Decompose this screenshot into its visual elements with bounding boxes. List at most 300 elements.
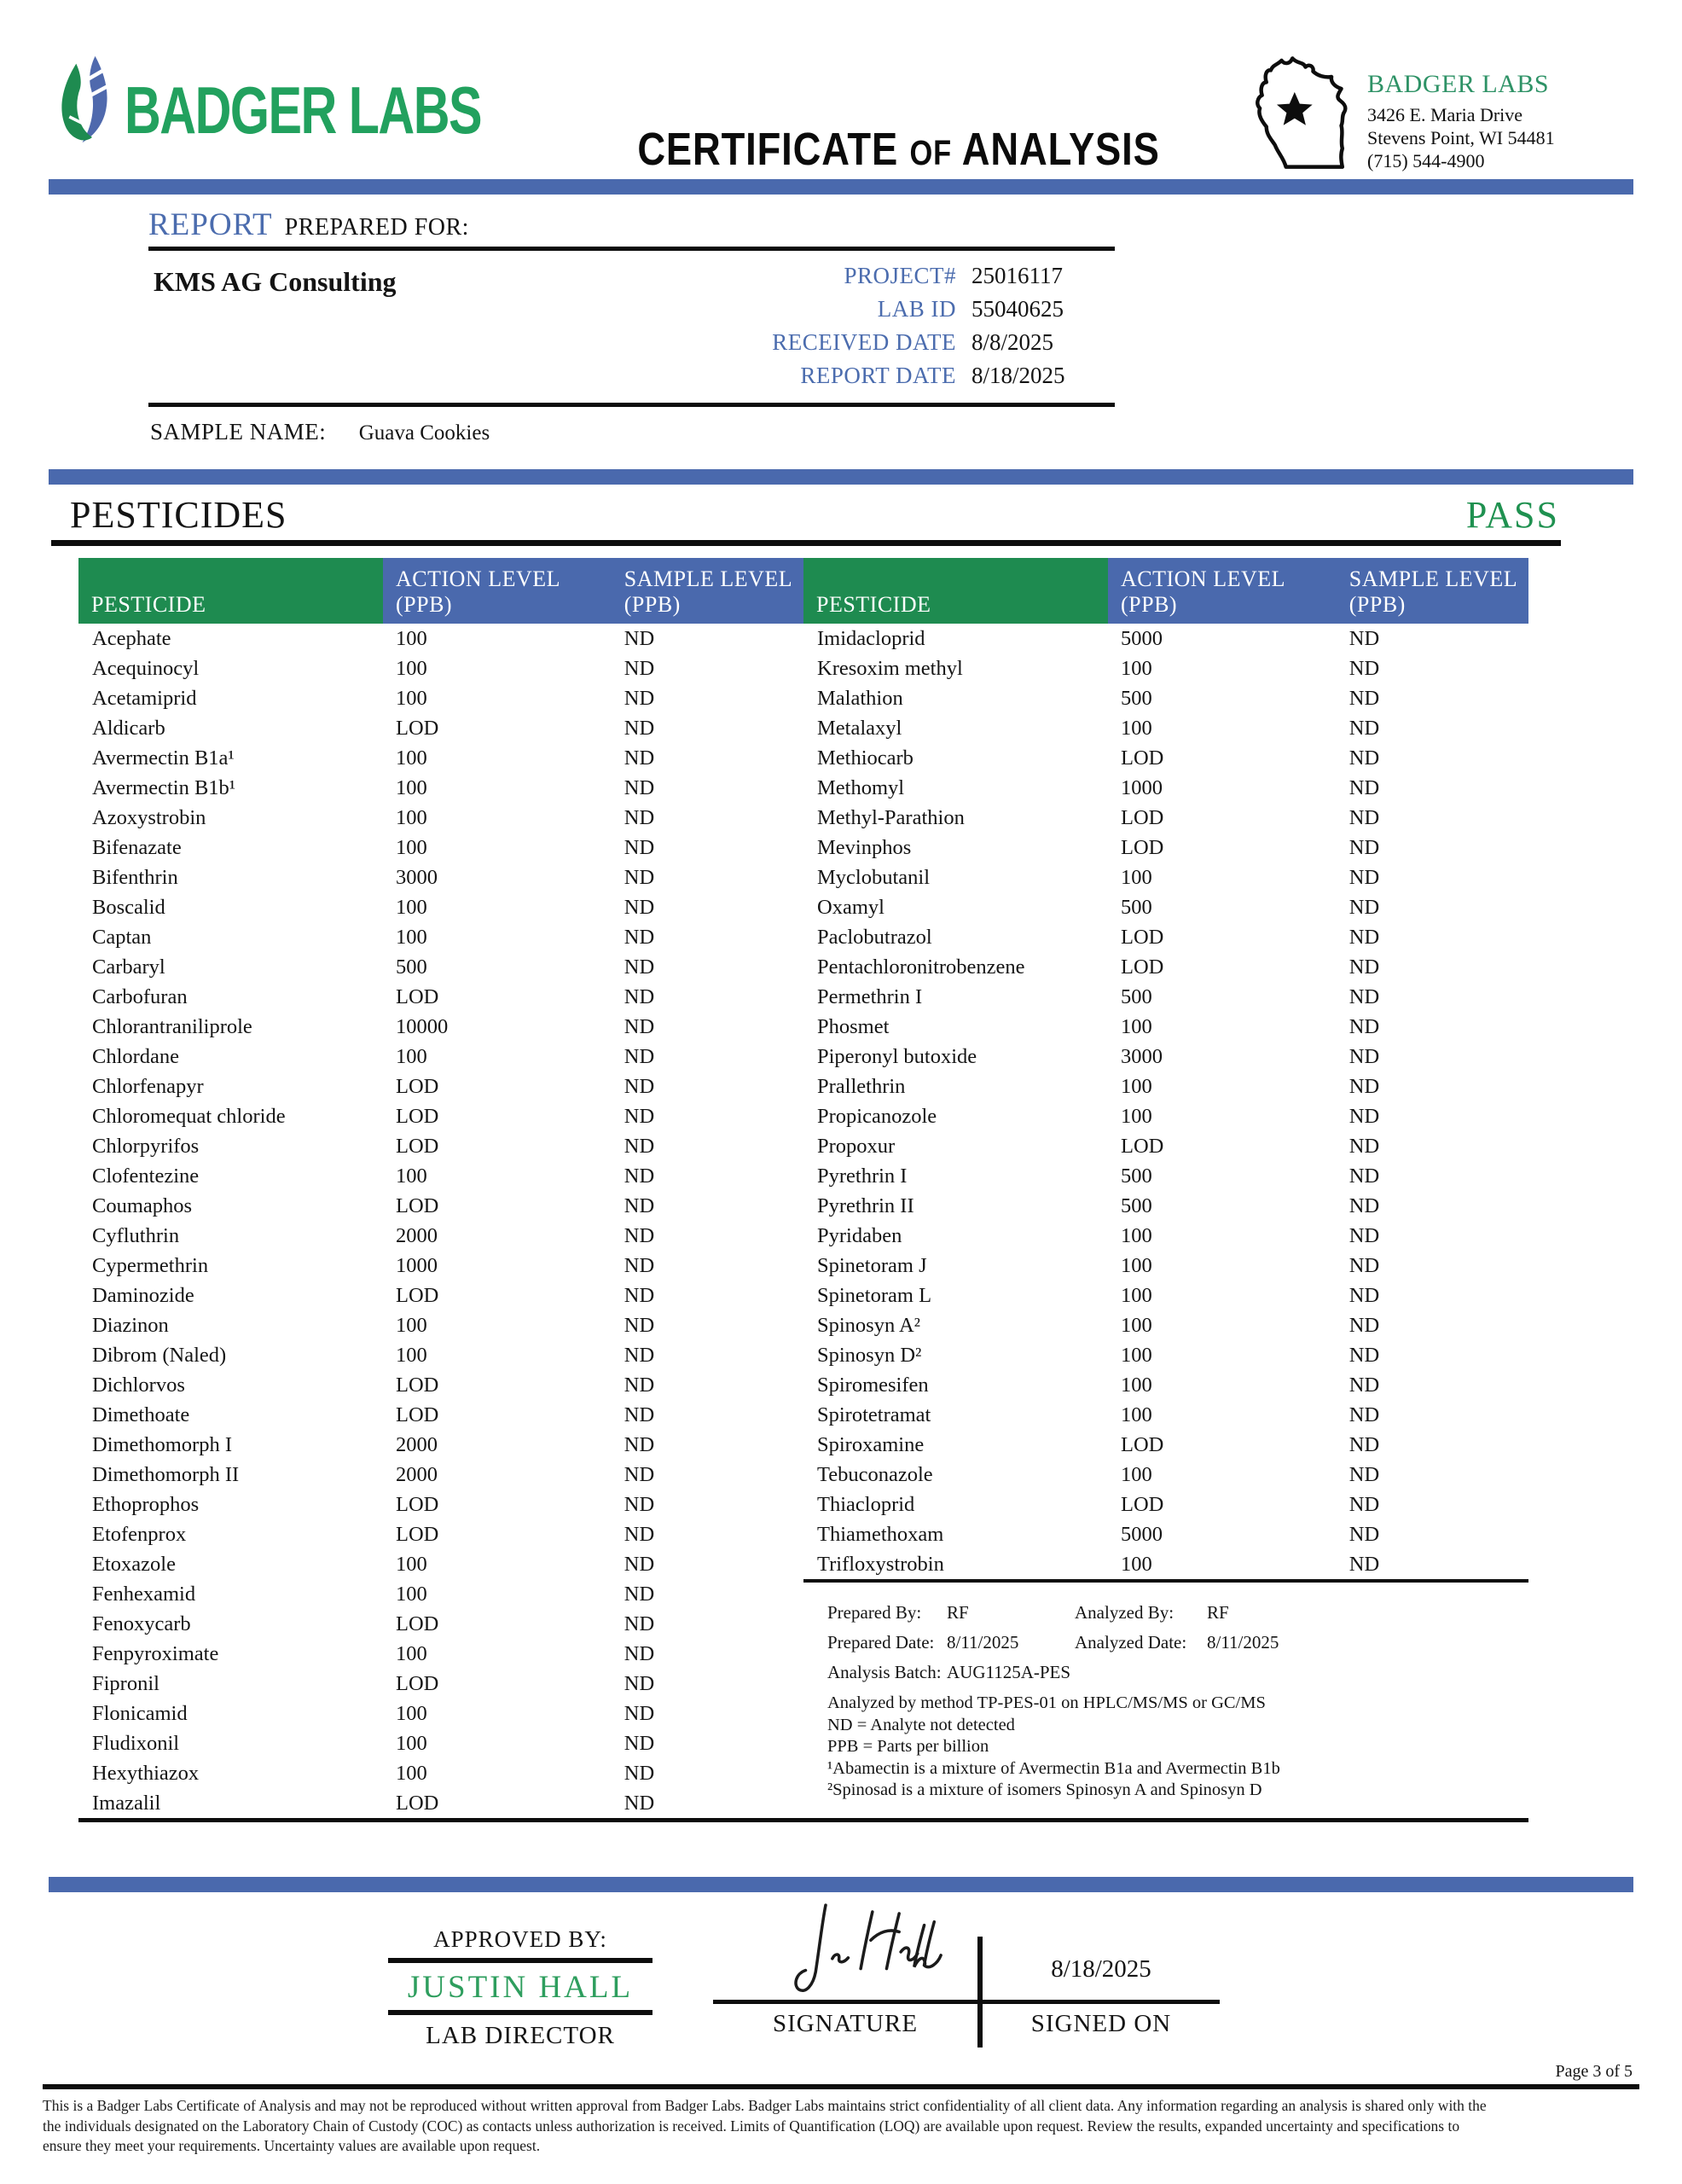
prepared-date-value: 8/11/2025 [947,1632,1019,1653]
table-row [803,1400,1528,1430]
table-row [78,1788,803,1818]
sample-level-cell: ND [1348,985,1380,1008]
action-level-cell: 100 [1121,1014,1152,1038]
table-row [803,1072,1528,1101]
action-level-cell: 100 [396,686,427,710]
sample-level-cell: ND [1348,1134,1380,1158]
disclaimer-line-2: the individuals designated on the Laboratory Chain of Custody (COC) as contacts unless authorization is received. Limits of Quantification (LOQ) are available upon request. Review the results, expanded uncertainty and specifications to [43,2117,1460,2135]
pesticide-name-cell: Imidacloprid [817,626,925,650]
action-level-cell: 100 [1121,1343,1152,1367]
pesticide-name-cell: Imazalil [92,1791,161,1815]
action-level-cell: 500 [1121,985,1152,1008]
pesticide-name-cell: Aldicarb [92,716,165,740]
sample-level-cell: ND [624,1462,655,1486]
action-level-cell: 2000 [396,1462,438,1486]
action-level-cell: LOD [396,1134,439,1158]
approver-name: JUSTIN HALL [388,1963,652,2015]
pesticide-name-cell: Myclobutanil [817,865,931,889]
action-level-cell: LOD [396,1283,439,1307]
pesticide-name-cell: Dimethoate [92,1403,190,1426]
project-number-label: PROJECT# [844,263,956,288]
sample-name-row [148,407,1115,445]
pesticide-name-cell: Chloromequat chloride [92,1104,286,1128]
table-row [803,743,1528,773]
action-level-cell: 100 [396,1044,427,1068]
project-number-value: 25016117 [972,263,1063,288]
table-row [78,624,803,653]
report-date-label: REPORT DATE [800,363,956,388]
analyzed-date-value: 8/11/2025 [1207,1632,1279,1653]
sample-level-cell: ND [1348,1283,1380,1307]
analyzed-by-label: Analyzed By: [1075,1602,1174,1623]
report-prepared-for-row [148,195,1115,251]
analysis-batch-label: Analysis Batch: [827,1662,942,1682]
action-level-cell: 100 [396,1164,427,1188]
action-level-cell: LOD [396,1671,439,1695]
pesticide-name-cell: Pentachloronitrobenzene [817,955,1025,979]
lab-name: BADGER LABS [1367,70,1550,98]
action-level-cell: LOD [1121,925,1164,949]
action-level-cell: LOD [396,985,439,1008]
sample-level-cell: ND [1348,865,1380,889]
table-row [78,1728,803,1758]
method-note-line: ²Spinosad is a mixture of isomers Spinosyn A and Spinosyn D [827,1780,1262,1799]
pesticides-section-header [51,493,1561,546]
pesticide-name-cell: Dimethomorph II [92,1462,240,1486]
approved-by-label: APPROVED BY: [388,1926,652,1963]
sample-level-cell: ND [1348,775,1380,799]
page-title [550,123,1248,176]
action-level-cell: LOD [1121,835,1164,859]
divider-bar-bottom [49,1877,1633,1892]
pesticide-name-cell: Piperonyl butoxide [817,1044,977,1068]
sample-level-cell: ND [1348,686,1380,710]
action-level-cell: 100 [396,775,427,799]
leaf-logo-icon [51,49,119,155]
table-row [78,1072,803,1101]
action-level-cell: 5000 [1121,1522,1163,1546]
action-level-cell: 100 [1121,1104,1152,1128]
action-level-cell: LOD [396,716,439,740]
table-row [78,1579,803,1609]
sample-level-cell: ND [1348,1164,1380,1188]
approved-by-block [388,1926,652,2050]
sample-level-cell: ND [624,1253,655,1277]
table-row [803,833,1528,863]
page-footer [43,2062,1639,2157]
method-note-line: ¹Abamectin is a mixture of Avermectin B1a and Avermectin B1b [827,1758,1280,1778]
table-body-left [78,624,803,1818]
badger-labs-logo [51,49,550,155]
pesticide-name-cell: Daminozide [92,1283,194,1307]
table-row [803,1519,1528,1549]
action-level-cell: 3000 [396,865,438,889]
action-level-cell: LOD [396,1104,439,1128]
action-level-cell: 100 [1121,865,1152,889]
table-row [78,1221,803,1251]
action-level-cell: 100 [1121,1403,1152,1426]
lab-address-block [1248,53,1633,172]
sample-level-cell: ND [624,746,655,770]
pesticide-name-cell: Malathion [817,686,903,710]
table-row [78,1310,803,1340]
pesticide-name-cell: Dimethomorph I [92,1432,232,1456]
action-level-cell: 100 [396,656,427,680]
sample-level-cell: ND [624,1612,655,1635]
sample-level-cell: ND [624,1373,655,1397]
action-level-cell: 100 [396,895,427,919]
pesticide-name-cell: Chlorantraniliprole [92,1014,252,1038]
action-level-cell: 100 [1121,1253,1152,1277]
table-row [78,1758,803,1788]
signature-area [713,1904,977,2004]
sample-level-cell: ND [624,805,655,829]
sample-level-cell: ND [624,1522,655,1546]
table-row [78,1609,803,1639]
sample-level-cell: ND [624,895,655,919]
table-row [803,922,1528,952]
table-row [803,1101,1528,1131]
table-row [78,1519,803,1549]
sample-level-cell: ND [1348,1432,1380,1456]
sample-level-cell: ND [624,1582,655,1606]
table-row [803,653,1528,683]
sample-level-cell: ND [624,1701,655,1725]
sample-level-cell: ND [1348,835,1380,859]
table-row [803,773,1528,803]
table-row [803,1549,1528,1579]
pesticide-name-cell: Methiocarb [817,746,914,770]
sample-level-cell: ND [1348,1074,1380,1098]
action-level-cell: 100 [396,1701,427,1725]
action-level-cell: LOD [396,1403,439,1426]
sample-level-cell: ND [624,716,655,740]
table-row [78,803,803,833]
method-note-line: Analyzed by method TP-PES-01 on HPLC/MS/MS or GC/MS [827,1693,1266,1712]
table-row [803,1340,1528,1370]
pesticide-name-cell: Trifloxystrobin [817,1552,944,1576]
table-row [78,773,803,803]
prepared-by-label: Prepared By: [827,1602,922,1623]
sample-level-cell: ND [624,1014,655,1038]
action-level-cell: 1000 [1121,775,1163,799]
sample-level-cell: ND [1348,716,1380,740]
pesticide-name-cell: Spinetoram J [817,1253,927,1277]
action-level-cell: 100 [1121,1462,1152,1486]
client-name: KMS AG Consulting [154,266,397,297]
pesticide-name-cell: Propicanozole [817,1104,937,1128]
sample-level-cell: ND [624,1313,655,1337]
sample-level-cell: ND [1348,1492,1380,1516]
table-row [78,863,803,892]
pesticide-name-cell: Prallethrin [817,1074,906,1098]
sample-level-cell: ND [624,775,655,799]
sample-level-cell: ND [1348,1462,1380,1486]
pesticide-name-cell: Fipronil [92,1671,160,1695]
action-level-cell: 100 [396,1731,427,1755]
action-level-cell: 100 [1121,1313,1152,1337]
pesticide-name-cell: Mevinphos [817,835,912,859]
lab-id-value: 55040625 [972,296,1064,322]
table-row [78,1251,803,1281]
table-row [78,1549,803,1579]
analyzed-by-value: RF [1207,1602,1229,1623]
table-row [803,1191,1528,1221]
action-level-cell: 100 [1121,1074,1152,1098]
pesticide-name-cell: Chlorfenapyr [92,1074,204,1098]
sample-level-column-header: SAMPLE LEVEL (PPB) [612,558,803,624]
table-row [78,1639,803,1669]
table-row [803,952,1528,982]
action-level-cell: 100 [1121,1552,1152,1576]
lab-address-line2: Stevens Point, WI 54481 [1367,127,1555,148]
pesticide-name-cell: Fenoxycarb [92,1612,191,1635]
sample-level-cell: ND [1348,895,1380,919]
table-row [78,1012,803,1042]
action-level-cell: LOD [1121,1134,1164,1158]
table-row [803,1460,1528,1490]
table-row [803,1161,1528,1191]
divider-bar-middle [49,469,1633,485]
action-level-cell: LOD [1121,1432,1164,1456]
pesticide-name-cell: Pyridaben [817,1223,902,1247]
pesticide-name-cell: Bifenazate [92,835,182,859]
prepared-analyzed-by-row [827,1598,1528,1628]
action-level-cell: 500 [1121,1194,1152,1217]
vertical-divider [977,1937,983,2048]
pesticide-name-cell: Permethrin I [817,985,923,1008]
table-row [78,1490,803,1519]
table-row [803,1370,1528,1400]
action-level-cell: 500 [396,955,427,979]
sample-level-cell: ND [624,656,655,680]
pass-status-badge: PASS [1465,494,1559,536]
table-row [78,1101,803,1131]
pesticide-name-cell: Tebuconazole [817,1462,933,1486]
pesticide-name-cell: Ethoprophos [92,1492,200,1516]
disclaimer-line-3: ensure they meet your requirements. Uncertainty values are available upon request. [43,2137,541,2154]
sample-level-cell: ND [1348,805,1380,829]
pesticide-name-cell: Pyrethrin II [817,1194,914,1217]
approval-section [0,1904,1682,2062]
table-row [78,1161,803,1191]
action-level-cell: 100 [396,626,427,650]
pesticide-name-cell: Hexythiazox [92,1761,200,1785]
sample-level-cell: ND [624,1641,655,1665]
pesticide-name-cell: Diazinon [92,1313,169,1337]
client-and-dates-block [148,251,1115,407]
pesticide-name-cell: Carbofuran [92,985,188,1008]
sample-level-cell: ND [624,925,655,949]
sample-level-cell: ND [624,1104,655,1128]
pesticide-name-cell: Fenpyroximate [92,1641,219,1665]
pesticide-name-cell: Dibrom (Naled) [92,1343,227,1367]
sample-level-cell: ND [1348,1253,1380,1277]
analysis-batch-value: AUG1125A-PES [947,1662,1071,1682]
sample-level-cell: ND [624,1223,655,1247]
table-row [78,1400,803,1430]
table-row [78,683,803,713]
pesticide-column-header: PESTICIDE [78,558,383,624]
sample-level-column-header: SAMPLE LEVEL (PPB) [1337,558,1528,624]
sample-level-cell: ND [1348,746,1380,770]
sample-level-cell: ND [1348,1104,1380,1128]
document-header [0,0,1682,179]
title-part-1: CERTIFICATE [637,124,899,175]
pesticide-name-cell: Spinetoram L [817,1283,932,1307]
pesticide-name-cell: Boscalid [92,895,165,919]
pesticide-name-cell: Spiroxamine [817,1432,925,1456]
table-row [803,1490,1528,1519]
sample-level-cell: ND [1348,1223,1380,1247]
action-level-cell: 100 [396,1343,427,1367]
report-fields [620,259,1115,392]
action-level-cell: LOD [1121,805,1164,829]
sample-level-cell: ND [624,1671,655,1695]
sample-level-cell: ND [1348,925,1380,949]
action-level-cell: 100 [396,1761,427,1785]
table-row [78,833,803,863]
table-row [78,1281,803,1310]
action-level-cell: 1000 [396,1253,438,1277]
pesticide-name-cell: Coumaphos [92,1194,193,1217]
pesticide-column-header: PESTICIDE [803,558,1108,624]
pesticide-name-cell: Spiromesifen [817,1373,929,1397]
table-row [803,624,1528,653]
sample-level-cell: ND [624,1731,655,1755]
sample-level-cell: ND [624,1164,655,1188]
table-header-left [78,558,803,624]
table-body-right [803,624,1528,1579]
action-level-cell: LOD [396,1492,439,1516]
table-row [803,863,1528,892]
prepared-for-label: PREPARED FOR: [284,214,469,241]
table-row [803,1310,1528,1340]
action-level-cell: 100 [396,835,427,859]
table-row [78,743,803,773]
table-row [803,1430,1528,1460]
action-level-cell: 5000 [1121,626,1163,650]
table-row [78,1669,803,1699]
pesticide-name-cell: Captan [92,925,152,949]
action-level-cell: 10000 [396,1014,449,1038]
table-row [78,1699,803,1728]
project-number-row [620,259,1115,293]
lab-address-line1: 3426 E. Maria Drive [1367,104,1523,125]
sample-name-value: Guava Cookies [358,421,490,444]
sample-level-cell: ND [624,1134,655,1158]
pesticide-name-cell: Spinosyn D² [817,1343,922,1367]
sample-level-cell: ND [624,1044,655,1068]
pesticide-name-cell: Azoxystrobin [92,805,206,829]
action-level-cell: LOD [1121,955,1164,979]
action-level-cell: 100 [1121,1283,1152,1307]
action-level-cell: 100 [1121,1223,1152,1247]
sample-level-cell: ND [1348,1522,1380,1546]
action-level-cell: 100 [396,1313,427,1337]
table-row [803,1042,1528,1072]
action-level-cell: LOD [396,1194,439,1217]
sample-level-cell: ND [1348,1313,1380,1337]
pesticide-name-cell: Metalaxyl [817,716,902,740]
table-row [78,892,803,922]
action-level-cell: 100 [396,1641,427,1665]
table-right-half [803,558,1528,1818]
action-level-cell: LOD [396,1791,439,1815]
pesticide-name-cell: Chlordane [92,1044,180,1068]
action-level-cell: 500 [1121,895,1152,919]
received-date-label: RECEIVED DATE [772,329,956,355]
pesticide-name-cell: Pyrethrin I [817,1164,908,1188]
action-level-cell: 2000 [396,1223,438,1247]
pesticide-name-cell: Thiamethoxam [817,1522,944,1546]
lab-contact-info [1367,70,1555,172]
action-level-cell: 100 [396,1552,427,1576]
sample-level-cell: ND [624,1194,655,1217]
report-label: REPORT [148,207,273,242]
pesticide-name-cell: Avermectin B1a¹ [92,746,235,770]
sample-level-cell: ND [1348,1044,1380,1068]
table-row [78,952,803,982]
pesticide-name-cell: Clofentezine [92,1164,200,1188]
sample-level-cell: ND [624,1432,655,1456]
sample-level-cell: ND [1348,1194,1380,1217]
lab-phone: (715) 544-4900 [1367,150,1485,171]
sample-level-cell: ND [624,955,655,979]
table-row [803,713,1528,743]
table-row [803,803,1528,833]
prepared-analyzed-date-row [827,1628,1528,1658]
sample-level-cell: ND [1348,656,1380,680]
analysis-info-block [803,1579,1528,1815]
pesticide-name-cell: Phosmet [817,1014,890,1038]
pesticide-name-cell: Fludixonil [92,1731,180,1755]
sample-level-cell: ND [624,1074,655,1098]
pesticides-table [78,558,1528,1822]
signed-on-line [983,2000,1220,2004]
pesticide-name-cell: Thiacloprid [817,1492,915,1516]
action-level-cell: 3000 [1121,1044,1163,1068]
sample-level-cell: ND [624,1283,655,1307]
table-row [803,1012,1528,1042]
action-level-cell: 100 [396,746,427,770]
pesticide-name-cell: Etoxazole [92,1552,176,1576]
sample-level-cell: ND [1348,1373,1380,1397]
lab-id-label: LAB ID [877,296,956,322]
table-row [803,1281,1528,1310]
page-number: Page 3 of 5 [1555,2062,1633,2081]
pesticide-name-cell: Cyfluthrin [92,1223,180,1247]
action-level-cell: 100 [1121,716,1152,740]
pesticide-name-cell: Acephate [92,626,171,650]
sample-level-cell: ND [1348,626,1380,650]
received-date-row [620,326,1115,359]
table-row [78,1370,803,1400]
prepared-by-value: RF [947,1602,969,1623]
title-part-2: ANALYSIS [962,124,1161,175]
method-notes [827,1693,1528,1802]
table-row [78,922,803,952]
divider-bar-top [49,179,1633,195]
table-row [78,1340,803,1370]
approver-title: LAB DIRECTOR [426,2022,615,2049]
wisconsin-state-icon [1248,53,1359,172]
table-row [803,892,1528,922]
method-note-line: ND = Analyte not detected [827,1715,1015,1734]
pesticide-name-cell: Acetamiprid [92,686,197,710]
pesticide-name-cell: Cypermethrin [92,1253,209,1277]
table-header-right [803,558,1528,624]
